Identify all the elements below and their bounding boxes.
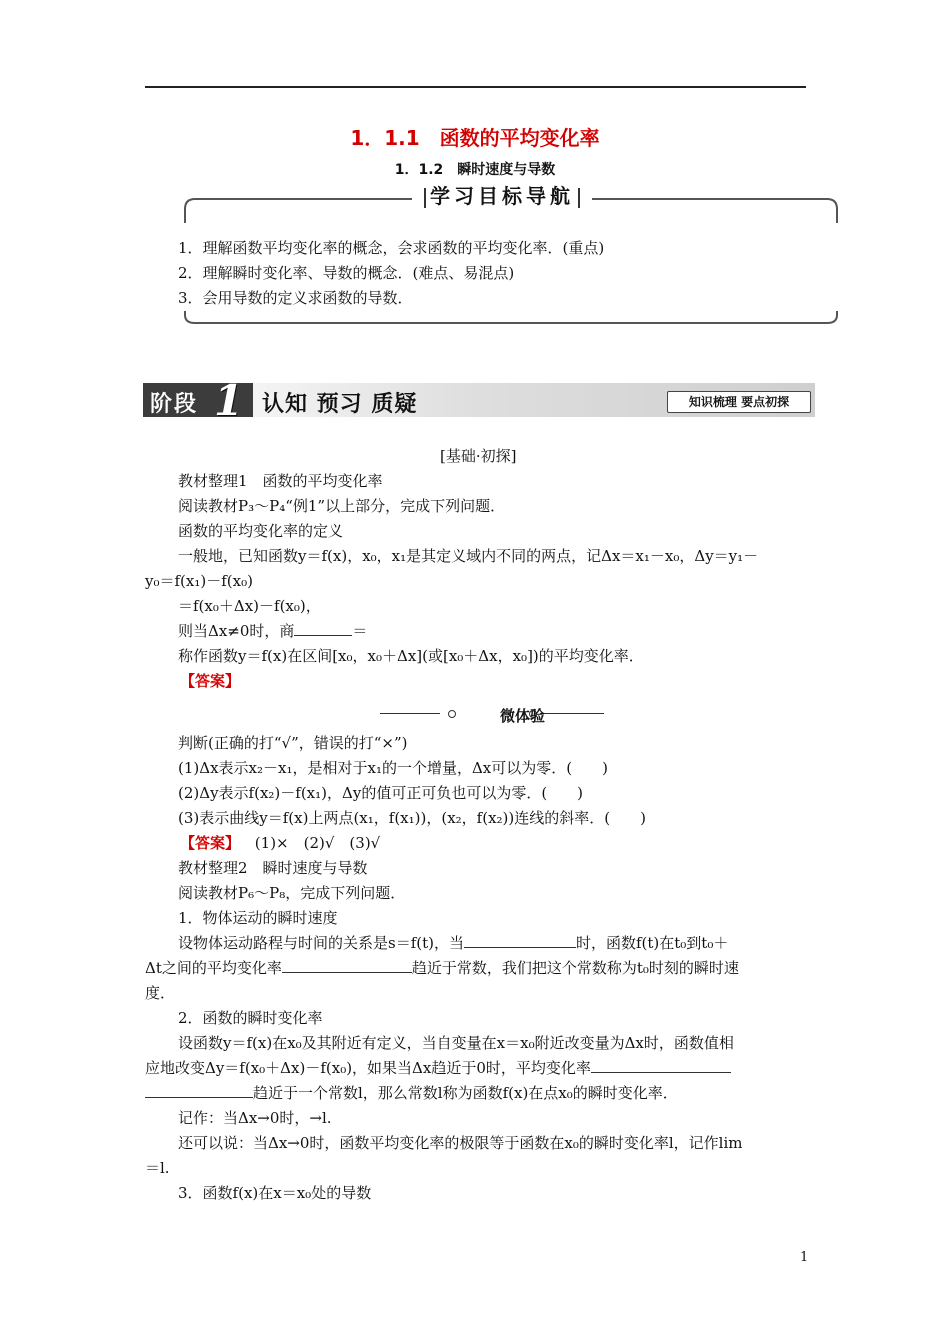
text-line: 还可以说：当Δx→0时，函数平均变化率的极限等于函数在x₀的瞬时变化率l，记作lim	[178, 1134, 743, 1152]
fill-blank	[145, 1083, 253, 1098]
text-line: ＝f(x₀＋Δx)－f(x₀)，	[178, 597, 321, 615]
text-line: y₀＝f(x₁)－f(x₀)	[145, 572, 253, 590]
text-line: 阅读教材P₆～P₈，完成下列问题．	[178, 884, 406, 902]
nav-title-text: 学习目标导航	[430, 184, 574, 208]
text-fragment: 设物体运动路程与时间的关系是s＝f(t)，当	[178, 934, 464, 952]
text-fragment: 趋近于常数，我们把这个常数称为t₀时刻的瞬时速	[411, 959, 739, 977]
fill-blank	[464, 933, 576, 948]
text-line: 阅读教材P₃～P₄“例1”以上部分，完成下列问题．	[178, 497, 506, 515]
answer-text: (1)× (2)√ (3)√	[254, 834, 381, 852]
text-line	[178, 621, 367, 641]
text-fragment: ＝	[352, 622, 368, 640]
text-line	[145, 1083, 678, 1103]
nav-title-bar-left	[424, 188, 426, 208]
divider-left	[380, 713, 440, 714]
text-line: 3．函数f(x)在x＝x₀处的导数	[178, 1184, 372, 1202]
text-fragment: 应地改变Δy＝f(x₀＋Δx)－f(x₀)，如果当Δx趋近于0时，平均变化率	[145, 1059, 591, 1077]
text-line: (3)表示曲线y＝f(x)上两点(x₁，f(x₁))，(x₂，f(x₂))连线的斜率．( )	[178, 809, 646, 827]
text-line	[178, 933, 728, 953]
nav-item-2: 2．理解瞬时变化率、导数的概念．(难点、易混点)	[178, 264, 515, 282]
stage-number: 1	[214, 376, 244, 425]
nav-item-3: 3．会用导数的定义求函数的导数．	[178, 289, 413, 307]
fill-blank	[294, 621, 352, 636]
text-fragment: 时，函数f(t)在t₀到t₀＋	[575, 934, 729, 952]
text-line: 记作：当Δx→0时，→l.	[178, 1109, 332, 1127]
text-line: 判断(正确的打“√”，错误的打“×”)	[178, 734, 408, 752]
nav-title	[412, 182, 592, 210]
text-fragment: 则当Δx≠0时，商	[178, 622, 295, 640]
stage-subtitle: 认知 预习 质疑	[262, 392, 418, 417]
text-line: 教材整理1 函数的平均变化率	[178, 472, 383, 490]
text-line: (2)Δy表示f(x₂)－f(x₁)，Δy的值可正可负也可以为零．( )	[178, 784, 584, 802]
fill-blank	[282, 958, 412, 973]
nav-item-1: 1．理解函数平均变化率的概念，会求函数的平均变化率．(重点)	[178, 239, 605, 257]
text-line: 一般地，已知函数y＝f(x)，x₀，x₁是其定义域内不同的两点，记Δx＝x₁－x₀，Δy＝y₁－	[178, 547, 759, 565]
text-line: 设函数y＝f(x)在x₀及其附近有定义，当自变量在x＝x₀附近改变量为Δx时，函数值相	[178, 1034, 734, 1052]
text-line: (1)Δx表示x₂－x₁，是相对于x₁的一个增量，Δx可以为零．( )	[178, 759, 608, 777]
nav-title-bar-right	[578, 188, 580, 208]
page-subtitle: 1．1.2 瞬时速度与导数	[394, 162, 556, 178]
answer-label: 【答案】	[180, 834, 241, 852]
answer-label: 【答案】	[180, 672, 241, 690]
top-rule	[145, 86, 806, 88]
text-line: 教材整理2 瞬时速度与导数	[178, 859, 368, 877]
micro-title: 微体验	[499, 707, 545, 725]
text-line: 1．物体运动的瞬时速度	[178, 909, 338, 927]
text-line: 度．	[145, 984, 176, 1002]
text-line	[145, 958, 739, 978]
page-number: 1	[800, 1250, 809, 1265]
section-tag: [基础·初探]	[440, 447, 517, 465]
stage-tag: 知识梳理 要点初探	[667, 391, 811, 413]
text-line: ＝l.	[145, 1159, 170, 1177]
stage-label: 阶段	[150, 392, 199, 417]
text-fragment: 趋近于一个常数l，那么常数l称为函数f(x)在点x₀的瞬时变化率．	[253, 1084, 678, 1102]
page-title: 1．1.1 函数的平均变化率	[350, 126, 600, 150]
text-line: 称作函数y＝f(x)在区间[x₀，x₀＋Δx](或[x₀＋Δx，x₀])的平均变化率．	[178, 647, 644, 665]
answer-line	[180, 833, 380, 853]
fill-blank	[591, 1058, 731, 1073]
text-line	[145, 1058, 731, 1078]
text-line: 2．函数的瞬时变化率	[178, 1009, 323, 1027]
text-fragment: Δt之间的平均变化率	[145, 959, 282, 977]
text-line: 函数的平均变化率的定义	[178, 522, 344, 540]
